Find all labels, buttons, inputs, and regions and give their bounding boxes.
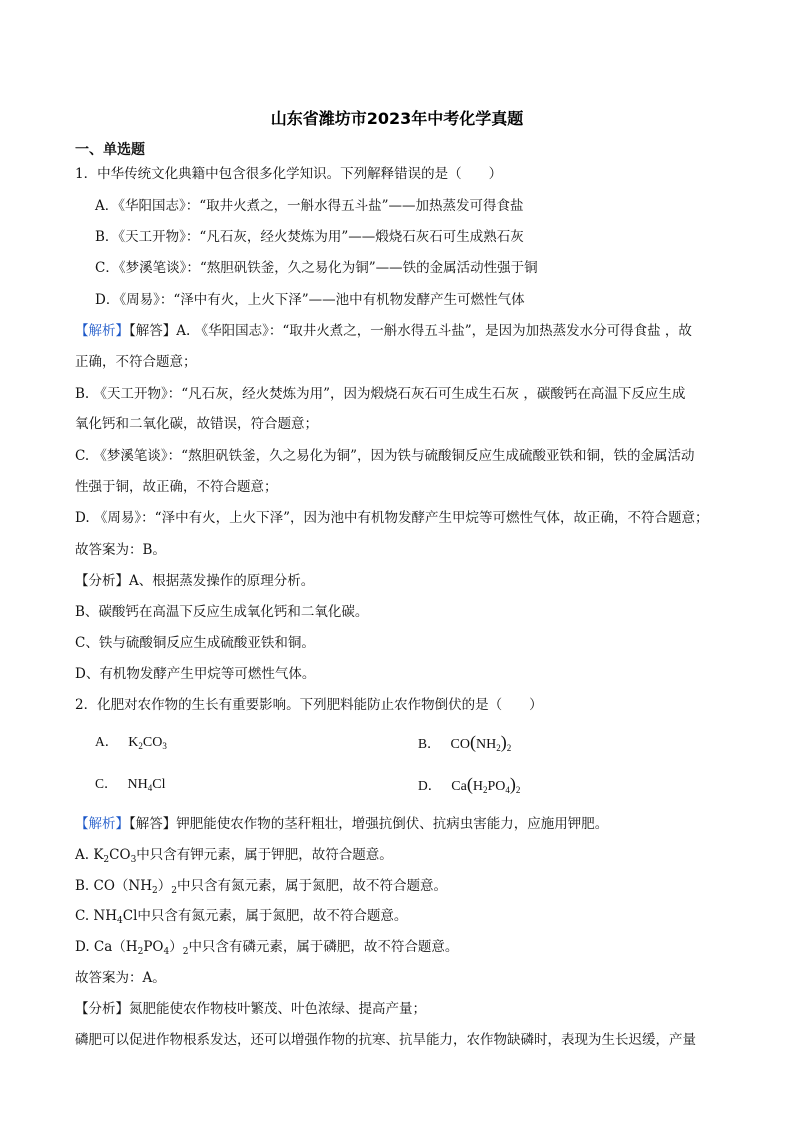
question-2-stem: 2．化肥对农作物的生长有重要影响。下列肥料能防止农作物倒伏的是（ ） (75, 697, 543, 713)
q2-analysis-line-2: 磷肥可以促进作物根系发达，还可以增强作物的抗寒、抗旱能力，农作物缺磷时，表现为生长迟缓，产量 (75, 1032, 696, 1048)
q1-answer-line-4: 氧化钙和二氧化碳，故错误，符合题意； (75, 416, 318, 432)
formula-k2co3: $K_2CO_3$ (128, 735, 167, 751)
q2-option-c (95, 774, 165, 798)
q1-option-d: D．《周易》：“泽中有火，上火下泽”——池中有机物发酵产生可燃性气体 (95, 292, 525, 308)
option-label: A． (95, 734, 119, 749)
q2-answer-head (75, 814, 608, 834)
formula-urea: $CO(NH_2)_2$ (450, 732, 512, 753)
q1-analysis-line-1: 【分析】A、根据蒸发操作的原理分析。 (75, 573, 315, 589)
q2-answer-c: C. $NH_4Cl$中只含有氮元素，属于氮肥，故不符合题意。 (75, 908, 408, 926)
q2-option-a (95, 732, 167, 756)
q1-analysis-line-3: C、铁与硫酸铜反应生成硫酸亚铁和铜。 (75, 635, 315, 651)
formula-nh4cl: $NH_4Cl$ (127, 777, 166, 793)
q2-final-answer: 故答案为：A。 (75, 970, 166, 986)
q1-answer-line-1 (75, 321, 692, 341)
q2-option-b (418, 732, 511, 758)
option-label: D． (418, 778, 442, 793)
q1-option-a: A．《华阳国志》：“取井火煮之，一斛水得五斗盐”——加热蒸发可得食盐 (95, 198, 524, 214)
q1-analysis-line-4: D、有机物发酵产生甲烷等可燃性气体。 (75, 666, 316, 682)
formula-calcium-phosphate: $Ca(H_2PO_4)_2$ (451, 774, 521, 795)
page-title: 山东省潍坊市2023年中考化学真题 (270, 109, 524, 128)
q2-answer-b: B. $CO(NH_2)_2$中只含有氮元素，属于氮肥，故不符合题意。 (75, 878, 447, 896)
q1-option-b: B．《天工开物》：“凡石灰，经火焚炼为用”——煅烧石灰石可生成熟石灰 (95, 229, 524, 245)
q2-answer-a: A. $K_2CO_3$中只含有钾元素，属于钾肥，故符合题意。 (75, 847, 393, 865)
q2-option-d (418, 774, 520, 800)
analysis-tag: 【解析】 (75, 816, 129, 832)
option-label: B． (418, 736, 441, 751)
q1-answer-line-3: B. 《天工开物》：“凡石灰，经火焚炼为用”，因为煅烧石灰石可生成生石灰 ，碳酸钙在高温下反应生成 (75, 386, 686, 402)
q2-answer-d: D. $Ca(H_2PO_4)_2$中只含有磷元素，属于磷肥，故不符合题意。 (75, 939, 459, 957)
q1-answer-line-7: D. 《周易》：“泽中有火，上火下泽”，因为池中有机物发酵产生甲烷等可燃性气体，故正确，不符合题意； (75, 510, 709, 526)
answer-text: 【解答】钾肥能使农作物的茎秆粗壮，增强抗倒伏、抗病虫害能力，应施用钾肥。 (129, 816, 609, 832)
section-title: 一、单选题 (75, 142, 145, 158)
q1-answer-line-2: 正确，不符合题意； (75, 354, 197, 370)
answer-text: 【解答】A. 《华阳国志》：“取井火煮之，一斛水得五斗盐”，是因为加热蒸发水分可得食盐 ，故 (129, 323, 692, 339)
question-1-stem: 1．中华传统文化典籍中包含很多化学知识。下列解释错误的是（ ） (75, 166, 503, 182)
q1-analysis-line-2: B、碳酸钙在高温下反应生成氧化钙和二氧化碳。 (75, 604, 369, 620)
q1-answer-line-5: C. 《梦溪笔谈》：“熬胆矾铁釜，久之易化为铜”，因为铁与硫酸铜反应生成硫酸亚铁和铜，铁的金属活动 (75, 448, 695, 464)
option-label: C． (95, 776, 118, 791)
analysis-tag: 【解析】 (75, 323, 129, 339)
q2-analysis-line-1: 【分析】氮肥能使农作物枝叶繁茂、叶色浓绿、提高产量； (75, 1001, 426, 1017)
q1-option-c: C．《梦溪笔谈》：“熬胆矾铁釜，久之易化为铜”——铁的金属活动性强于铜 (95, 260, 538, 276)
q1-answer-line-6: 性强于铜，故正确，不符合题意； (75, 479, 278, 495)
q1-answer-line-8: 故答案为：B。 (75, 542, 166, 558)
